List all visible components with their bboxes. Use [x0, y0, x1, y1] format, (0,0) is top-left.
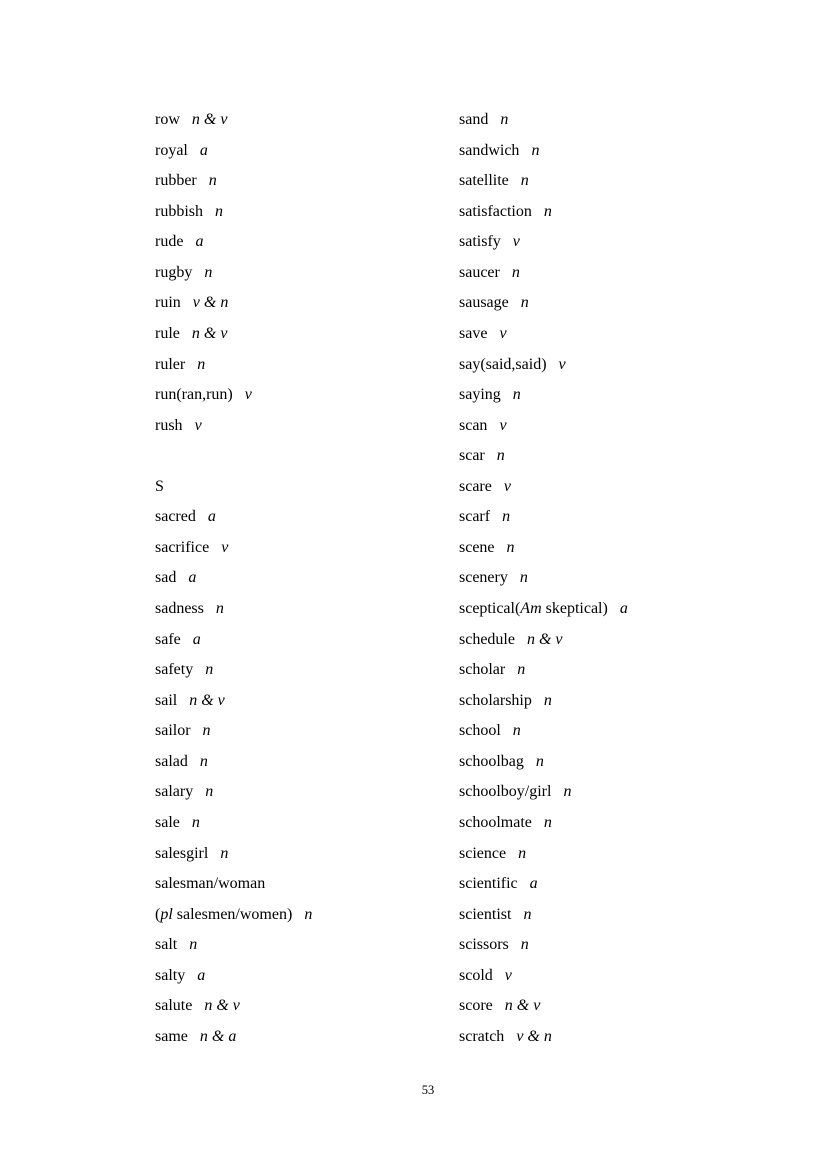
pos-tag: a — [188, 569, 197, 587]
word-list-column-left — [155, 105, 450, 1052]
pos-tag: n — [531, 141, 540, 159]
pos-tag: n — [205, 661, 214, 679]
pos-tag: n & a — [199, 1027, 237, 1045]
pos-tag: v & n — [516, 1027, 552, 1045]
word-text: rule — [155, 324, 180, 342]
word-entry — [155, 716, 450, 747]
word-text: salesman/woman — [155, 875, 266, 893]
pos-tag: n — [517, 661, 526, 679]
pos-tag: n — [500, 111, 509, 128]
pos-tag: v — [499, 416, 507, 434]
word-entry — [155, 655, 450, 686]
pos-tag: n — [523, 905, 532, 923]
pos-tag: n & v — [191, 324, 228, 342]
word-entry — [155, 777, 450, 808]
word-text: saucer — [459, 263, 500, 281]
word-entry — [155, 961, 450, 992]
word-text: salad — [155, 752, 188, 770]
word-entry — [459, 105, 754, 136]
word-text: sail — [155, 691, 178, 709]
word-text: scan — [459, 416, 488, 434]
word-text: sandwich — [459, 141, 520, 159]
pos-tag: n & v — [504, 997, 541, 1015]
pos-tag: a — [619, 600, 628, 617]
word-text: sad — [155, 569, 177, 587]
section-letter: S — [155, 477, 164, 495]
word-text: score — [459, 997, 493, 1015]
pos-tag: n & v — [191, 111, 228, 128]
word-entry — [155, 502, 450, 533]
word-entry — [459, 258, 754, 289]
word-text: say(said,said) — [459, 355, 547, 373]
word-text: rubber — [155, 172, 197, 190]
pos-tag: v — [194, 416, 202, 434]
word-text: schoolbag — [459, 752, 524, 770]
word-entry — [155, 288, 450, 319]
word-text: scientific — [459, 875, 518, 893]
word-text: satisfy — [459, 233, 501, 251]
word-entry — [155, 136, 450, 167]
word-entry — [459, 1022, 754, 1053]
word-text: saying — [459, 386, 501, 404]
word-entry — [155, 869, 450, 900]
word-text: rugby — [155, 263, 193, 281]
word-text: scholarship — [459, 691, 532, 709]
word-text: scholar — [459, 661, 506, 679]
page-number: 53 — [421, 1083, 435, 1097]
section-header — [155, 472, 450, 503]
word-entry — [459, 166, 754, 197]
pos-tag: n — [215, 202, 223, 220]
word-text: row — [155, 111, 180, 128]
word-text: salute — [155, 997, 193, 1015]
word-entry — [155, 533, 450, 564]
pos-tag: n & v — [526, 630, 563, 648]
word-text: sacrifice — [155, 538, 210, 556]
word-entry — [459, 961, 754, 992]
word-entry — [155, 991, 450, 1022]
word-text: (pl salesmen/women) — [155, 905, 293, 923]
pos-tag: n — [215, 600, 224, 617]
pos-tag: n — [520, 936, 529, 954]
word-entry — [459, 991, 754, 1022]
word-entry — [155, 747, 450, 778]
word-text: salt — [155, 936, 178, 954]
pos-tag: n & v — [189, 691, 225, 709]
word-entry — [155, 166, 450, 197]
word-text: scare — [459, 477, 492, 495]
word-text: same — [155, 1027, 188, 1045]
word-text: schoolboy/girl — [459, 783, 552, 801]
word-text: schedule — [459, 630, 515, 648]
word-entry — [459, 502, 754, 533]
pos-tag: a — [197, 966, 206, 984]
word-text: scarf — [459, 508, 491, 526]
word-entry — [155, 319, 450, 350]
pos-tag: n — [535, 752, 544, 770]
pos-tag: a — [195, 233, 204, 251]
word-entry — [155, 411, 450, 442]
pos-tag: n — [563, 783, 572, 801]
pos-tag: n — [220, 844, 229, 862]
word-text: salary — [155, 783, 194, 801]
word-entry — [155, 380, 450, 411]
word-entry — [459, 839, 754, 870]
pos-tag: n — [543, 202, 552, 220]
word-text: safety — [155, 661, 194, 679]
word-entry — [459, 319, 754, 350]
pos-tag: n — [202, 722, 211, 740]
word-entry — [459, 900, 754, 931]
word-entry — [459, 227, 754, 258]
word-text: salesgirl — [155, 844, 209, 862]
word-text: rubbish — [155, 202, 203, 220]
blank-line — [155, 441, 450, 472]
word-text: scenery — [459, 569, 508, 587]
word-entry — [459, 197, 754, 228]
pos-tag: v & n — [192, 294, 229, 312]
word-text: scratch — [459, 1027, 505, 1045]
word-entry — [459, 655, 754, 686]
word-entry — [459, 930, 754, 961]
word-entry — [459, 533, 754, 564]
pos-tag: n — [199, 752, 208, 770]
word-entry — [459, 380, 754, 411]
word-text: ruler — [155, 355, 186, 373]
word-entry — [459, 350, 754, 381]
word-text: save — [459, 324, 488, 342]
word-entry — [459, 686, 754, 717]
word-entry — [155, 839, 450, 870]
word-entry — [155, 808, 450, 839]
word-text: sailor — [155, 722, 191, 740]
pos-tag: v — [558, 355, 566, 373]
pos-tag: n — [496, 447, 505, 465]
pos-tag: v — [503, 477, 511, 495]
word-text: scissors — [459, 936, 509, 954]
pos-tag: v — [244, 386, 252, 404]
pos-tag: a — [192, 630, 201, 648]
word-entry — [459, 472, 754, 503]
pos-tag: n — [204, 263, 213, 281]
pos-tag: n — [502, 508, 511, 526]
pos-tag: n — [197, 355, 206, 373]
word-entry — [155, 625, 450, 656]
word-text: satellite — [459, 172, 509, 190]
pos-tag: n — [519, 569, 528, 587]
pos-tag: n — [543, 813, 552, 831]
word-text: scene — [459, 538, 495, 556]
pos-tag: n — [511, 263, 520, 281]
pos-tag: n — [520, 294, 529, 312]
pos-tag: n — [189, 936, 198, 954]
word-entry — [459, 563, 754, 594]
word-text: school — [459, 722, 501, 740]
word-entry — [155, 930, 450, 961]
word-entry — [459, 747, 754, 778]
word-entry — [459, 288, 754, 319]
pos-tag: v — [512, 233, 520, 251]
word-text: scar — [459, 447, 485, 465]
word-list-column-right — [459, 105, 754, 1052]
word-text: sceptical(Am skeptical) — [459, 600, 608, 617]
pos-tag: n — [512, 722, 521, 740]
word-text: scold — [459, 966, 493, 984]
word-text: salty — [155, 966, 186, 984]
word-text: run(ran,run) — [155, 386, 233, 404]
word-text: ruin — [155, 294, 181, 312]
pos-tag: n — [518, 844, 527, 862]
word-text: satisfaction — [459, 202, 532, 220]
word-text: science — [459, 844, 507, 862]
word-text: sale — [155, 813, 180, 831]
word-entry — [155, 900, 450, 931]
word-text: rude — [155, 233, 184, 251]
word-entry — [155, 1022, 450, 1053]
word-text: rush — [155, 416, 183, 434]
word-entry — [155, 563, 450, 594]
word-text: sand — [459, 111, 489, 128]
word-text: safe — [155, 630, 181, 648]
word-entry — [459, 411, 754, 442]
word-entry — [459, 869, 754, 900]
word-entry — [155, 227, 450, 258]
word-entry — [155, 105, 450, 136]
word-entry — [155, 350, 450, 381]
word-text: scientist — [459, 905, 512, 923]
word-entry — [459, 625, 754, 656]
word-entry — [155, 197, 450, 228]
word-text: sausage — [459, 294, 509, 312]
word-entry — [459, 716, 754, 747]
word-entry — [459, 808, 754, 839]
page-footer — [155, 1082, 701, 1098]
word-text: royal — [155, 141, 188, 159]
pos-tag: v — [499, 324, 507, 342]
pos-tag: n — [512, 386, 521, 404]
word-entry — [459, 136, 754, 167]
pos-tag: n & v — [204, 997, 240, 1015]
word-entry — [155, 594, 450, 625]
pos-tag: n — [205, 783, 214, 801]
pos-tag: n — [543, 691, 552, 709]
pos-tag: n — [304, 905, 313, 923]
pos-tag: v — [504, 966, 512, 984]
pos-tag: a — [199, 141, 208, 159]
word-entry — [459, 594, 754, 625]
word-text: schoolmate — [459, 813, 532, 831]
pos-tag: a — [207, 508, 216, 526]
word-entry — [459, 441, 754, 472]
pos-tag: v — [221, 538, 229, 556]
word-entry — [155, 686, 450, 717]
pos-tag: n — [208, 172, 217, 190]
pos-tag: n — [520, 172, 529, 190]
pos-tag: n — [191, 813, 200, 831]
word-entry — [459, 777, 754, 808]
pos-tag: n — [506, 538, 515, 556]
word-entry — [155, 258, 450, 289]
word-text: sacred — [155, 508, 196, 526]
word-text: sadness — [155, 600, 204, 617]
pos-tag: a — [529, 875, 538, 893]
